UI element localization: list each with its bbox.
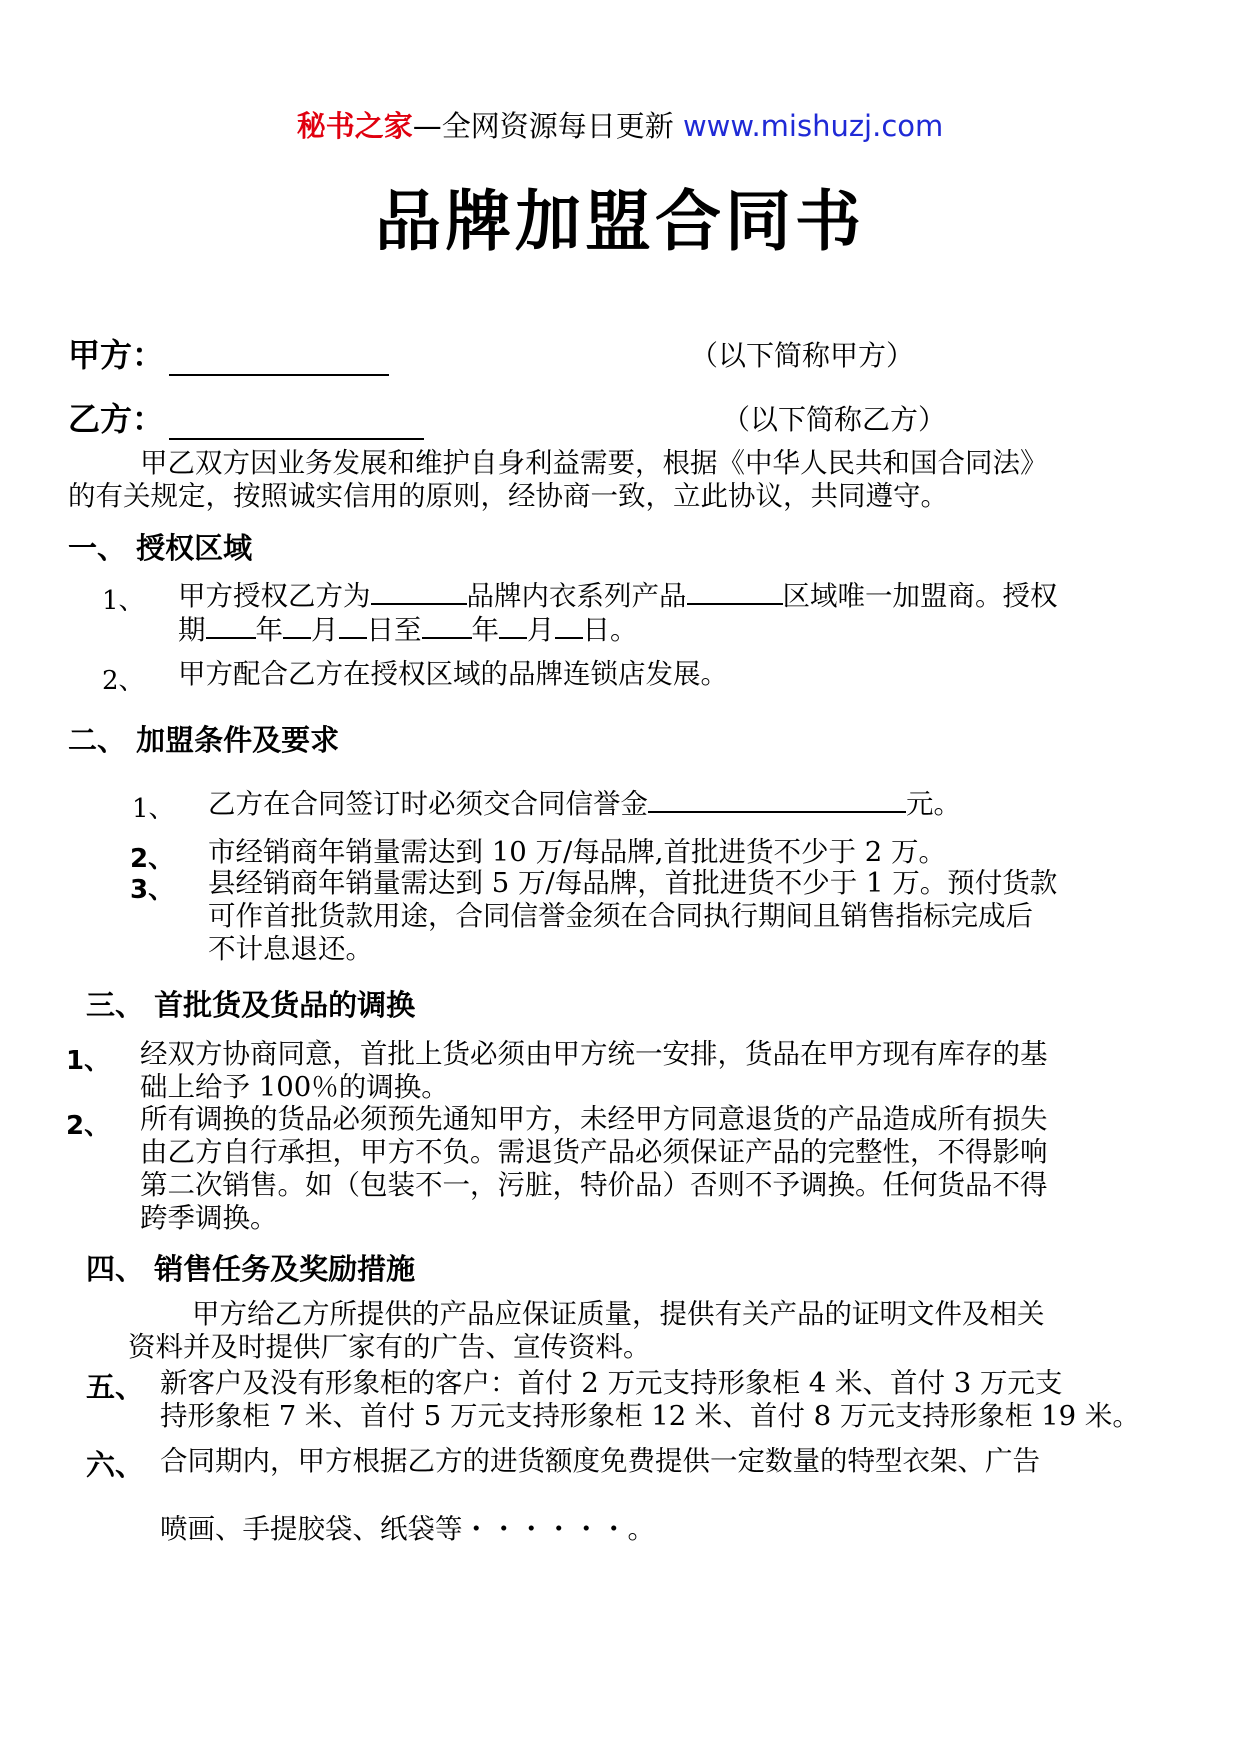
- start-month-blank[interactable]: [283, 611, 311, 639]
- party-a-line: [68, 330, 389, 376]
- s3-item1-line1: 经双方协商同意，首批上货必须由甲方统一安排，货品在甲方现有库存的基: [140, 1038, 1048, 1070]
- s2-item3-line2: 可作首批货款用途，合同信誉金须在合同执行期间且销售指标完成后: [208, 900, 1033, 932]
- party-b-label: 乙方：: [68, 400, 165, 438]
- s3-item1-line2: 础上给予 100％的调换。: [140, 1071, 449, 1103]
- region-blank[interactable]: [687, 577, 783, 605]
- s2-item1-num: 1、: [132, 794, 175, 824]
- intro-line-2: 的有关规定，按照诚实信用的原则，经协商一致，立此协议，共同遵守。: [68, 480, 948, 512]
- s5-line2: 持形象柜 7 米、首付 5 万元支持形象柜 12 米、首付 8 万元支持形象柜 19 米。: [160, 1400, 1140, 1432]
- section-6-num: 六、: [86, 1448, 145, 1482]
- site-header: [0, 104, 1240, 145]
- party-a-blank[interactable]: [169, 344, 389, 376]
- s3-item2-line1: 所有调换的货品必须预先通知甲方，未经甲方同意退货的产品造成所有损失: [140, 1103, 1048, 1135]
- section-2-heading: 二、 加盟条件及要求: [68, 723, 340, 757]
- site-url[interactable]: www.mishuzj.com: [682, 109, 944, 143]
- s1-item1-num: 1、: [102, 586, 145, 616]
- s3-item1-num: 1、: [66, 1046, 111, 1076]
- section-5-num: 五、: [86, 1370, 145, 1404]
- s2-item1: 乙方在合同签订时必须交合同信誉金 元。: [208, 785, 961, 821]
- party-b-blank[interactable]: [169, 408, 424, 440]
- party-a-label: 甲方：: [68, 336, 165, 374]
- s1-item1-line1: 甲方授权乙方为 品牌内衣系列产品 区域唯一加盟商。授权: [178, 577, 1058, 613]
- s6-line2: 喷画、手提胶袋、纸袋等・・・・・・。: [160, 1513, 655, 1545]
- s5-line1: 新客户及没有形象柜的客户：首付 2 万元支持形象柜 4 米、首付 3 万元支: [160, 1367, 1063, 1399]
- s2-item2-num: 2、: [130, 844, 175, 874]
- end-day-blank[interactable]: [555, 611, 583, 639]
- document-title: 品牌加盟合同书: [375, 183, 865, 260]
- s2-item3-line1: 县经销商年销量需达到 5 万/每品牌，首批进货不少于 1 万。预付货款: [208, 867, 1058, 899]
- s4-paragraph-line2: 资料并及时提供厂家有的广告、宣传资料。: [128, 1331, 651, 1363]
- s3-item2-line2: 由乙方自行承担，甲方不负。需退货产品必须保证产品的完整性，不得影响: [140, 1136, 1048, 1168]
- end-month-blank[interactable]: [499, 611, 527, 639]
- brand-blank[interactable]: [371, 577, 467, 605]
- start-day-blank[interactable]: [339, 611, 367, 639]
- s1-item1-line2: 期 年 月 日至 年 月 日。: [178, 611, 638, 647]
- intro-line-1: 甲乙双方因业务发展和维护自身利益需要，根据《中华人民共和国合同法》: [140, 447, 1048, 479]
- party-a-note: （以下简称甲方）: [690, 339, 915, 372]
- s1-item2-num: 2、: [102, 666, 145, 696]
- site-slogan: —全网资源每日更新: [412, 109, 674, 143]
- start-year-blank[interactable]: [206, 611, 256, 639]
- party-b-line: [68, 394, 424, 440]
- s1-item2: 甲方配合乙方在授权区域的品牌连锁店发展。: [178, 658, 728, 690]
- end-year-blank[interactable]: [422, 611, 472, 639]
- party-b-note: （以下简称乙方）: [722, 403, 947, 436]
- section-1-heading: 一、 授权区域: [68, 531, 253, 565]
- s3-item2-num: 2、: [66, 1111, 111, 1141]
- deposit-blank[interactable]: [648, 785, 906, 813]
- s6-line1: 合同期内，甲方根据乙方的进货额度免费提供一定数量的特型衣架、广告: [160, 1445, 1040, 1477]
- s2-item3-line3: 不计息退还。: [208, 933, 373, 965]
- s2-item3-num: 3、: [130, 875, 175, 905]
- site-name: 秘书之家: [296, 109, 413, 143]
- s4-paragraph-line1: 甲方给乙方所提供的产品应保证质量，提供有关产品的证明文件及相关: [192, 1298, 1045, 1330]
- s2-item2: 市经销商年销量需达到 10 万/每品牌,首批进货不少于 2 万。: [208, 836, 946, 868]
- section-3-heading: 三、 首批货及货品的调换: [86, 988, 416, 1022]
- section-4-heading: 四、 销售任务及奖励措施: [86, 1252, 416, 1286]
- s3-item2-line3: 第二次销售。如（包装不一，污脏，特价品）否则不予调换。任何货品不得: [140, 1169, 1048, 1201]
- s3-item2-line4: 跨季调换。: [140, 1202, 278, 1234]
